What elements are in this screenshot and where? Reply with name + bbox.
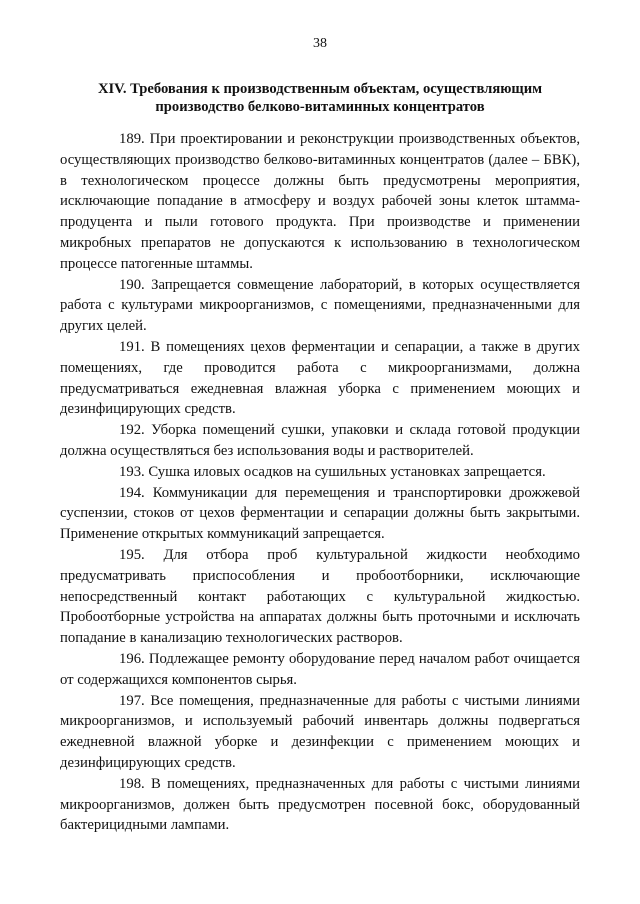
paragraph-195: 195. Для отбора проб культуральной жидкости необходимо предусматривать приспособления и пробоотборники, исключающие непосредственный контакт работающих с культуральной жидкостью. Пробоотборные устройства на аппаратах должны быть проточными и исключать попадание в канализацию технологических растворов.: [60, 546, 580, 647]
section-heading-line-1: XIV. Требования к производственным объектам, осуществляющим: [97, 81, 543, 97]
paragraph-192: 192. Уборка помещений сушки, упаковки и склада готовой продукции должна осуществляться без использования воды и растворителей.: [60, 422, 580, 459]
paragraph-197: 197. Все помещения, предназначенные для работы с чистыми линиями микроорганизмов, и используемый рабочий инвентарь должны подвергаться ежедневной влажной уборке и дезинфекции с применением моющих и дезинфицирующих средств.: [60, 692, 580, 771]
paragraph-190: 190. Запрещается совмещение лабораторий, в которых осуществляется работа с культурами микроорганизмов, с помещениями, предназначенными для других целей.: [60, 276, 580, 335]
paragraph-198: 198. В помещениях, предназначенных для работы с чистыми линиями микроорганизмов, должен быть предусмотрен посевной бокс, оборудованный бактерицидными лампами.: [60, 775, 580, 834]
document-body: [60, 129, 580, 836]
section-heading: [60, 80, 580, 116]
paragraph-191: 191. В помещениях цехов ферментации и сепарации, а также в других помещениях, где проводится работа с микроорганизмами, должна предусматриваться ежедневная влажная уборка с применением моющих и дезинфицирующих средств.: [60, 338, 580, 418]
paragraph-193: 193. Сушка иловых осадков на сушильных установках запрещается.: [119, 463, 546, 480]
section-heading-line-2: производство белково-витаминных концентратов: [155, 99, 485, 115]
page-number: 38: [313, 36, 327, 51]
paragraph-196: 196. Подлежащее ремонту оборудование перед началом работ очищается от содержащихся компонентов сырья.: [60, 650, 580, 688]
paragraph-189: 189. При проектировании и реконструкции производственных объектов, осуществляющих производство белково-витаминных концентратов (далее – БВК), в технологическом процессе должны быть предусмотрены мероприятия, исключающие попадание в атмосферу и воздух рабочей зоны клеток штамма-продуцента и пыли готового продукта. При производстве и применении микробных препаратов не допускаются к использованию в технологическом процессе патогенные штаммы.: [60, 131, 580, 272]
paragraph-194: 194. Коммуникации для перемещения и транспортировки дрожжевой суспензии, стоков от цехов ферментации и сепарации должны быть закрытыми. Применение открытых коммуникаций запрещается.: [60, 484, 580, 543]
